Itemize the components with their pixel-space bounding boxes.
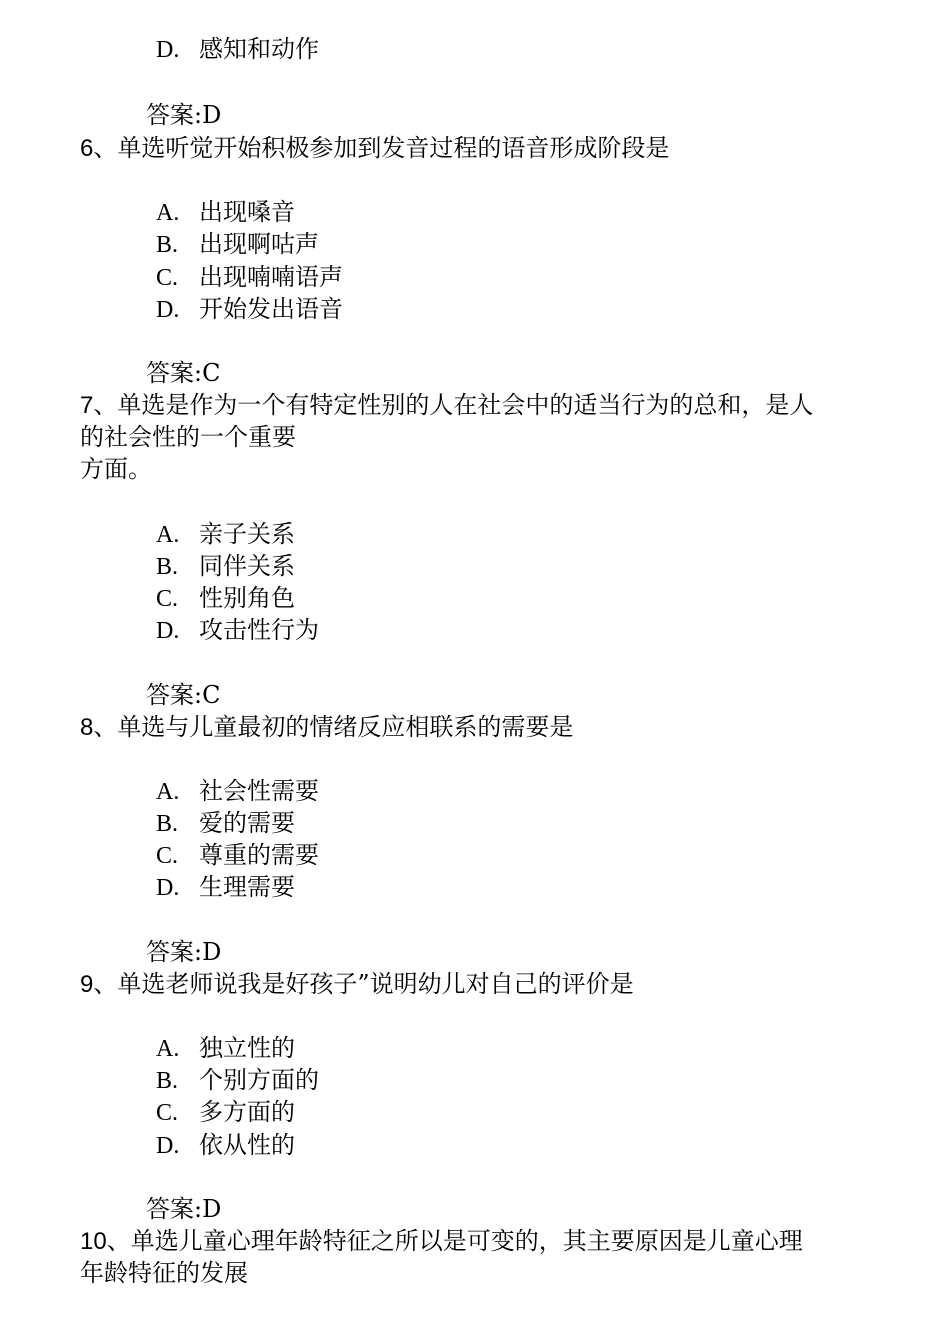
question-separator: 、 bbox=[93, 134, 118, 162]
option-letter: C. bbox=[156, 1100, 179, 1126]
question-number: 8 bbox=[80, 714, 94, 741]
question-number: 10 bbox=[80, 1228, 107, 1255]
option-d bbox=[156, 293, 343, 326]
option-c bbox=[156, 261, 343, 294]
question-9-line-1 bbox=[80, 968, 634, 1001]
option-c bbox=[156, 839, 319, 872]
option-b bbox=[156, 807, 295, 840]
question-number: 7 bbox=[80, 392, 94, 419]
question-number: 6 bbox=[80, 135, 94, 162]
question-text: 单选老师说我是好孩子”说明幼儿对自己的评价是 bbox=[117, 970, 634, 998]
option-letter: B. bbox=[156, 811, 179, 837]
question-text: 单选是作为一个有特定性别的人在社会中的适当行为的总和，是人 bbox=[117, 391, 814, 419]
option-text: 同伴关系 bbox=[199, 552, 295, 580]
option-a bbox=[156, 775, 319, 808]
option-b bbox=[156, 1064, 319, 1097]
option-text: 出现喃喃语声 bbox=[199, 263, 343, 291]
question-text: 单选与儿童最初的情绪反应相联系的需要是 bbox=[117, 713, 574, 741]
option-text: 出现嗓音 bbox=[199, 198, 295, 226]
answer-line: 答案:D bbox=[146, 101, 222, 129]
option-text: 攻击性行为 bbox=[199, 616, 319, 644]
answer-line: 答案:D bbox=[146, 938, 222, 966]
option-b bbox=[156, 228, 319, 261]
option-a bbox=[156, 196, 295, 229]
option-letter: B. bbox=[156, 1068, 179, 1094]
option-a bbox=[156, 1032, 295, 1065]
option-letter: D. bbox=[156, 1133, 180, 1159]
option-text: 感知和动作 bbox=[199, 35, 319, 63]
question-10-line-1 bbox=[80, 1225, 803, 1258]
question-7-line-2: 的社会性的一个重要 bbox=[80, 423, 296, 451]
option-text: 独立性的 bbox=[199, 1034, 295, 1062]
question-10-line-2: 年龄特征的发展 bbox=[80, 1259, 248, 1287]
option-text: 爱的需要 bbox=[199, 809, 295, 837]
option-text: 多方面的 bbox=[199, 1098, 295, 1126]
option-text: 依从性的 bbox=[199, 1131, 295, 1159]
question-text: 单选儿童心理年龄特征之所以是可变的，其主要原因是儿童心理 bbox=[130, 1227, 803, 1255]
question-number: 9 bbox=[80, 971, 94, 998]
question-7-line-1 bbox=[80, 389, 813, 422]
answer-line: 答案:C bbox=[146, 359, 221, 387]
question-separator: 、 bbox=[93, 970, 118, 998]
option-d bbox=[156, 871, 295, 904]
option-letter: B. bbox=[156, 232, 179, 258]
question-8-line-1 bbox=[80, 711, 573, 744]
option-text: 个别方面的 bbox=[199, 1066, 319, 1094]
option-letter: A. bbox=[156, 200, 180, 226]
option-d bbox=[156, 1129, 295, 1162]
option-letter: D. bbox=[156, 875, 180, 901]
option-letter: B. bbox=[156, 554, 179, 580]
question-text: 单选听觉开始积极参加到发音过程的语音形成阶段是 bbox=[117, 134, 670, 162]
option-text: 性别角色 bbox=[199, 584, 295, 612]
option-letter: D. bbox=[156, 37, 180, 63]
question-separator: 、 bbox=[106, 1227, 131, 1255]
answer-line: 答案:D bbox=[146, 1195, 222, 1223]
option-letter: D. bbox=[156, 297, 180, 323]
option-text: 社会性需要 bbox=[199, 777, 319, 805]
question-separator: 、 bbox=[93, 391, 118, 419]
option-text: 出现啊咕声 bbox=[199, 230, 319, 258]
answer-line: 答案:C bbox=[146, 681, 221, 709]
option-letter: A. bbox=[156, 779, 180, 805]
option-b bbox=[156, 550, 295, 583]
option-letter: C. bbox=[156, 586, 179, 612]
option-letter: D. bbox=[156, 618, 180, 644]
question-6-line-1 bbox=[80, 132, 669, 165]
option-letter: A. bbox=[156, 522, 180, 548]
option-letter: C. bbox=[156, 265, 179, 291]
question-7-line-3: 方面。 bbox=[80, 455, 152, 483]
option-letter: A. bbox=[156, 1036, 180, 1062]
option-text: 生理需要 bbox=[199, 873, 295, 901]
option-text: 开始发出语音 bbox=[199, 295, 343, 323]
option-letter: C. bbox=[156, 843, 179, 869]
question-separator: 、 bbox=[93, 713, 118, 741]
option-c bbox=[156, 582, 295, 615]
option-d bbox=[156, 614, 319, 647]
option-text: 尊重的需要 bbox=[199, 841, 319, 869]
option-c bbox=[156, 1096, 295, 1129]
option-d bbox=[156, 33, 319, 66]
option-text: 亲子关系 bbox=[199, 520, 295, 548]
option-a bbox=[156, 518, 295, 551]
